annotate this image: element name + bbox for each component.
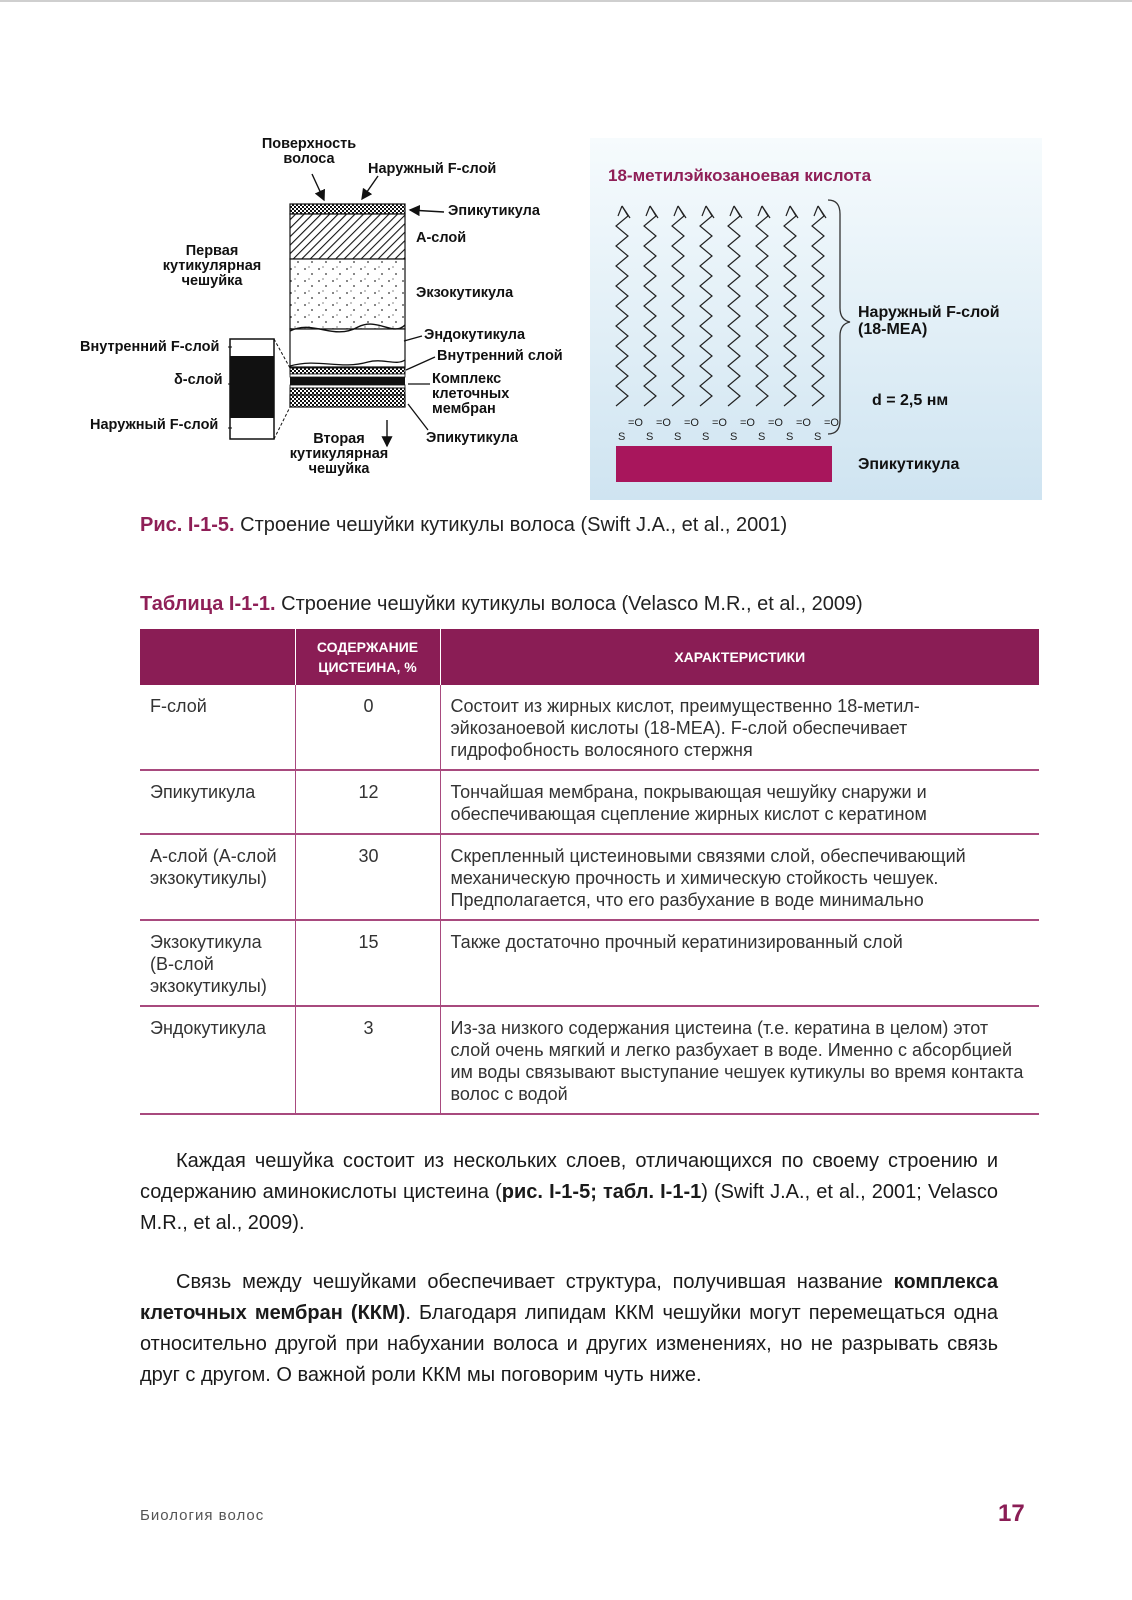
mea-sulfur-glyph: S [786, 431, 794, 443]
mea-oxygen-glyph: =O [712, 417, 727, 429]
mea-sulfur-glyph: S [646, 431, 654, 443]
mea-sulfur-glyph: S [814, 431, 822, 443]
cell-description: Состоит из жирных кислот, преимущественно 18-метил-эйкозаноевой кислоты (18-MEA). F-слой обеспечивает гидрофобность волосяного стержня [440, 685, 1039, 770]
paragraph-text: ) (Swift J.A., et al., 2001; Velasco M.R., et al., 2009). [140, 1181, 998, 1234]
label-delta-layer: δ-слой [174, 372, 223, 388]
mea-chain-branch [674, 206, 686, 218]
mea-sulfur-glyph: S [702, 431, 710, 443]
cell-cysteine: 12 [295, 770, 440, 834]
mea-oxygen-glyph: =O [628, 417, 643, 429]
page-number: 17 [998, 1500, 1025, 1527]
table-row [140, 685, 1039, 770]
header-cysteine: СОДЕРЖАНИЕ ЦИСТЕИНА, % [295, 629, 440, 685]
label-exocuticle: Экзокутикула [416, 285, 514, 301]
table-row [140, 1006, 1039, 1114]
mea-sulfur-glyph: S [618, 431, 626, 443]
table-row [140, 920, 1039, 1006]
cell-cysteine: 3 [295, 1006, 440, 1114]
cell-description: Из-за низкого содержания цистеина (т.е. кератина в целом) этот слой очень мягкий и легко разбухает в воде. Именно с абсорбцией им воды связывают выступание чешуек кутикулы во время контакта волос с водой [440, 1006, 1039, 1114]
cell-description: Также достаточно прочный кератинизированный слой [440, 920, 1039, 1006]
table-caption-text: Строение чешуйки кутикулы волоса (Velasco M.R., et al., 2009) [275, 593, 863, 615]
cuticle-scale-diagram [78, 134, 578, 490]
label-epicuticle-top: Эпикутикула [448, 203, 540, 219]
mea-chain-branch [702, 206, 714, 218]
paragraph-text: Каждая чешуйка состоит из нескольких слоев, отличающихся по своему строению и содержанию аминокислоты цистеина ( [140, 1150, 998, 1203]
label-outer-f-layer-bottom: Наружный F-слой [90, 417, 219, 433]
cell-layer: F-слой [140, 685, 295, 770]
cell-layer: Эпикутикула [140, 770, 295, 834]
mea-sulfur-glyph: S [674, 431, 682, 443]
label-distance: d = 2,5 нм [872, 392, 949, 409]
figure-caption-text: Строение чешуйки кутикулы волоса (Swift J.A., et al., 2001) [234, 514, 788, 536]
mea-sulfur-glyph: S [758, 431, 766, 443]
paragraph-text: . Благодаря липидам ККМ чешуйки могут перемещаться одна относительно другой при набухании волоса и других изменениях, но не разрывать связь друг с другом. О важной роли ККМ мы поговорим чуть ниже. [140, 1302, 998, 1386]
mea-chain-branch [758, 206, 770, 218]
cell-cysteine: 0 [295, 685, 440, 770]
top-rule [0, 0, 1132, 2]
paragraph-cmc [140, 1267, 998, 1391]
cell-description: Скрепленный цистеиновыми связями слой, обеспечивающий механическую прочность и химическую стойкость чешуек. Предполагается, что его разбухание в воде минимально [440, 834, 1039, 920]
mea-chain-branch [618, 206, 630, 218]
mea-oxygen-glyph: =O [684, 417, 699, 429]
cell-description: Тончайшая мембрана, покрывающая чешуйку снаружи и обеспечивающая сцепление жирных кислот с кератином [440, 770, 1039, 834]
mea-chain-branch [786, 206, 798, 218]
mea-oxygen-glyph: =O [656, 417, 671, 429]
mea-brace [828, 200, 850, 434]
paragraph-text: Связь между чешуйками обеспечивает структура, получившая название [176, 1271, 894, 1293]
mea-chain [784, 206, 796, 406]
mea-chain [644, 206, 656, 406]
mea-sulfur-glyph: S [730, 431, 738, 443]
paragraph-scale-layers [140, 1146, 998, 1239]
table-caption [140, 593, 863, 616]
cell-cysteine: 30 [295, 834, 440, 920]
label-first-scale: Первая кутикулярная чешуйка [162, 243, 262, 289]
label-endocuticle: Эндокутикула [424, 327, 526, 343]
label-epicuticle-bar: Эпикутикула [858, 456, 960, 473]
paragraph-bold-term: комплекса клеточных мембран (ККМ) [140, 1271, 998, 1324]
mea-panel-title: 18-метилэйкозаноевая кислота [608, 166, 872, 185]
label-inner-f-layer: Внутренний F-слой [80, 339, 220, 355]
mea-chain-branch [814, 206, 826, 218]
label-cell-membrane-complex: Комплекс клеточных мембран [432, 371, 510, 417]
mea-panel [590, 138, 1042, 500]
table-caption-number: Таблица I-1-1. [140, 593, 276, 615]
table-row [140, 834, 1039, 920]
mea-chain [672, 206, 684, 406]
mea-oxygen-glyph: =O [768, 417, 783, 429]
label-second-scale: Вторая кутикулярная чешуйка [289, 431, 389, 477]
running-footer-title: Биология волос [140, 1507, 265, 1524]
mea-chain-branch [646, 206, 658, 218]
label-hair-surface: Поверхность волоса [261, 136, 357, 167]
figure-caption [140, 514, 787, 537]
label-inner-layer: Внутренний слой [437, 348, 563, 364]
paragraph-bold-ref: рис. I-1-5; табл. I-1-1 [501, 1181, 702, 1203]
epicuticle-bar [616, 446, 832, 482]
cuticle-layers-table [140, 629, 1039, 1115]
mea-chain [616, 206, 628, 406]
mea-oxygen-glyph: =O [796, 417, 811, 429]
label-outer-f-layer-top: Наружный F-слой [368, 161, 497, 177]
cell-cysteine: 15 [295, 920, 440, 1006]
mea-oxygen-glyph: =O [824, 417, 839, 429]
mea-chain [812, 206, 824, 406]
mea-oxygen-glyph: =O [740, 417, 755, 429]
mea-chain [700, 206, 712, 406]
label-outer-f-layer-18mea: Наружный F-слой (18-MEA) [858, 304, 1000, 338]
mea-chain-branch [730, 206, 742, 218]
table-header-row [140, 629, 1039, 685]
cell-layer: Экзокутикула (В-слой экзокутикулы) [140, 920, 295, 1006]
cell-layer: Эндокутикула [140, 1006, 295, 1114]
label-epicuticle-bottom: Эпикутикула [426, 430, 518, 446]
mea-chain [728, 206, 740, 406]
cell-layer: А-слой (А-слой экзокутикулы) [140, 834, 295, 920]
table-row [140, 770, 1039, 834]
header-characteristics: ХАРАКТЕРИСТИКИ [440, 629, 1039, 685]
label-a-layer: А-слой [416, 230, 467, 246]
header-layer [140, 629, 295, 685]
figure-caption-number: Рис. I-1-5. [140, 514, 235, 536]
mea-chain [756, 206, 768, 406]
